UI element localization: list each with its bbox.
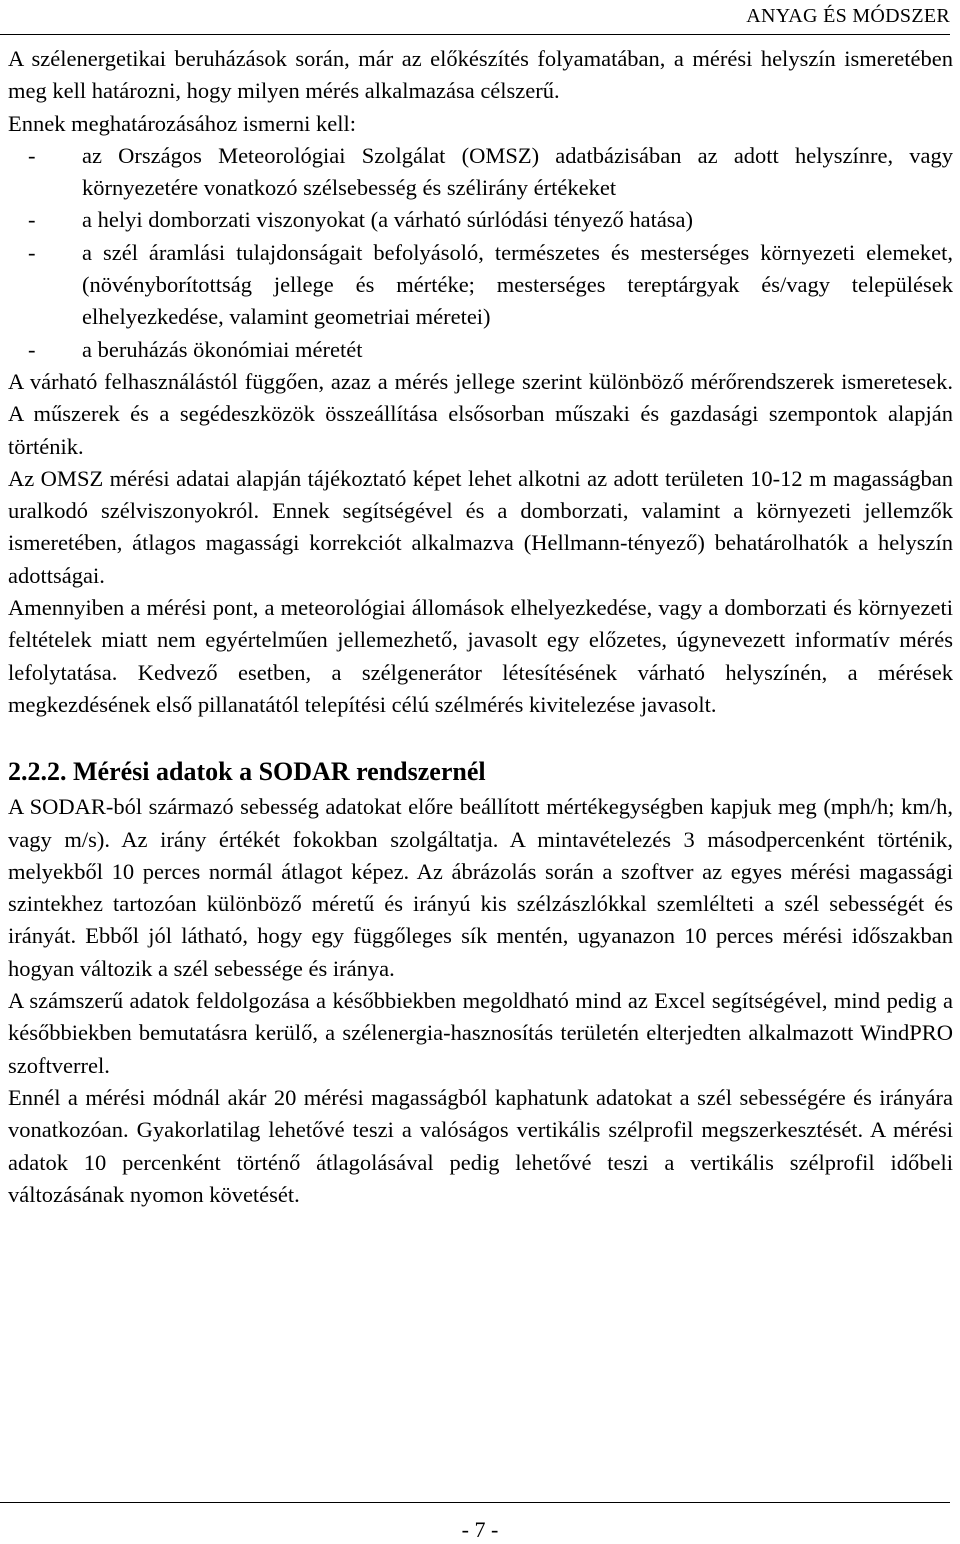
list-dash: -: [28, 142, 36, 168]
list-item: [8, 237, 953, 334]
list-item: [8, 204, 953, 236]
list-item-text: az Országos Meteorológiai Szolgálat (OMSZ) adatbázisában az adott helyszínre, vagy környezetére vonatkozó szélsebesség és szélirány értékeket: [82, 142, 953, 201]
section-paragraph: A számszerű adatok feldolgozása a későbbiekben megoldható mind az Excel segítségével, mind pedig a későbbiekben bemutatásra kerülő, a szélenergia-hasznosítás területén elterjedten alkalmazott WindPRO szoftverrel.: [8, 988, 953, 1078]
body-paragraph: Az OMSZ mérési adatai alapján tájékoztató képet lehet alkotni az adott területen 10-12 m magasságban uralkodó szélviszonyokról. Ennek segítségével és a domborzati, valamint a környezeti jellemzők ismeretében, átlagos magassági korrekciót alkalmazva (Hellmann-tényező) behatárolhatók a helyszín adottságai.: [8, 465, 953, 588]
requirements-list: [8, 140, 953, 366]
list-dash: -: [28, 207, 36, 233]
intro-paragraph: A szélenergetikai beruházások során, már az előkészítés folyamatában, a mérési helyszín ismeretében meg kell határozni, hogy milyen mérés alkalmazása célszerű.: [8, 46, 953, 104]
list-item-text: a szél áramlási tulajdonságait befolyásoló, természetes és mesterséges környezeti elemeket, (növényborítottság jellege és mértéke; mesterséges tereptárgyak és/vagy települések elhelyezkedése, valamint geometriai méretei): [82, 239, 953, 330]
section-paragraph: A SODAR-ból származó sebesség adatokat előre beállított mértékegységben kapjuk meg (mph/h; km/h, vagy m/s). Az irány értékét fokokban szolgáltatja. A mintavételezés 3 másodpercenként történik, melyekből 10 perces normál átlagot képez. Az ábrázolás során a szoftver az egyes mérési magassági szintekhez tartozóan különböző méretű és irányú kis szélzászlókkal szemlélteti a szél sebességét és irányát. Ebből jól látható, hogy egy függőleges sík mentén, ugyanazon 10 perces mérési időszakban hogyan változik a szél sebessége és iránya.: [8, 794, 953, 981]
list-dash: -: [28, 239, 36, 265]
section-heading: 2.2.2. Mérési adatok a SODAR rendszernél: [8, 757, 486, 787]
section-paragraph: Ennél a mérési módnál akár 20 mérési magasságból kaphatunk adatokat a szél sebességére és irányára vonatkozóan. Gyakorlatilag lehetővé teszi a valóságos vertikális szélprofil megszerkesztését. A mérési adatok 10 percenként történő átlagolásával pedig lehetővé teszi a vertikális szélprofil időbeli változásának nyomon követését.: [8, 1084, 953, 1207]
header-title: ANYAG ÉS MÓDSZER: [746, 5, 950, 27]
list-item: [8, 334, 953, 366]
running-header: [0, 4, 950, 35]
list-item-text: a helyi domborzati viszonyokat (a várható súrlódási tényező hatása): [82, 207, 694, 233]
list-dash: -: [28, 336, 36, 362]
list-item-text: a beruházás ökonómiai méretét: [82, 336, 363, 362]
body-paragraph: A várható felhasználástól függően, azaz a mérés jellege szerint különböző mérőrendszerek ismeretesek. A műszerek és a segédeszközök összeállítása elsősorban műszaki és gazdasági szempontok alapján történik.: [8, 368, 953, 459]
footer-divider: [0, 1502, 950, 1503]
body-paragraph: Amennyiben a mérési pont, a meteorológiai állomások elhelyezkedése, vagy a domborzati és környezeti feltételek miatt nem egyértelműen jellemezhető, javasolt egy előzetes, úgynevezett informatív mérés lefolytatása. Kedvező esetben, a szélgenerátor létesítésének várható helyszínén, a mérések megkezdésének első pillanatától telepítési célú szélmérés kivitelezése javasolt.: [8, 595, 953, 717]
page-content: [8, 43, 953, 1211]
list-item: [8, 140, 953, 205]
list-intro: Ennek meghatározásához ismerni kell:: [8, 110, 356, 136]
page-number: - 7 -: [461, 1517, 499, 1542]
